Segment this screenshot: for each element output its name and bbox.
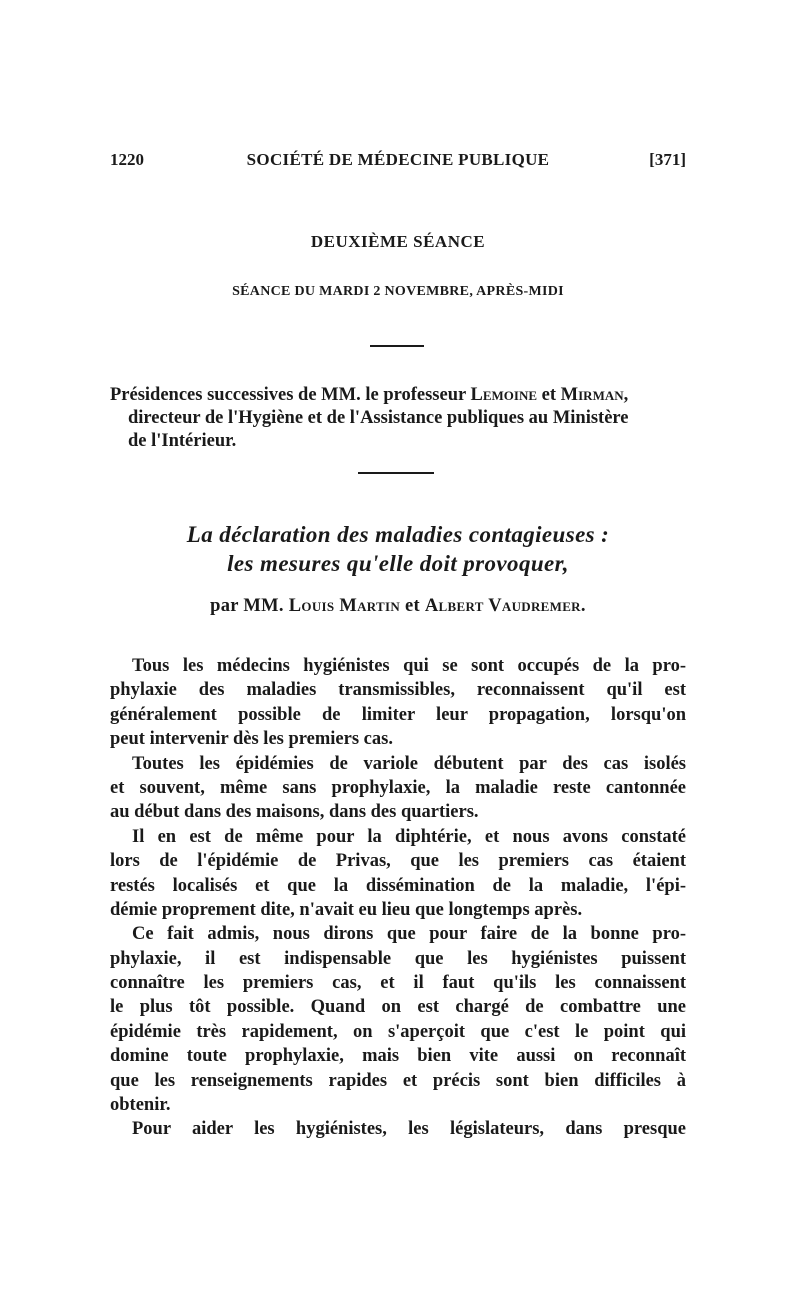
person-name: Mirman (560, 385, 624, 405)
body-line: Tous les médecins hygiénistes qui se sont occupés de la pro- (132, 656, 686, 676)
body-line: peut intervenir dès les premiers cas. (110, 729, 393, 750)
session-date: SÉANCE DU MARDI 2 NOVEMBRE, APRÈS-MIDI (232, 284, 564, 299)
body-line: domine toute prophylaxie, mais bien vite aussi on reconnaît (110, 1046, 686, 1067)
body-line: généralement possible de limiter leur propagation, lorsqu'on (110, 704, 686, 725)
page-reference: [371] (649, 150, 686, 169)
body-line: phylaxie, il est indispensable que les hygiénistes puissent (110, 948, 686, 969)
article-title-line: les mesures qu'elle doit provoquer, (227, 551, 569, 576)
body-line: Toutes les épidémies de variole débutent par des cas isolés (132, 753, 686, 774)
presidence-line: de l'Intérieur. (128, 431, 237, 451)
body-line: phylaxie des maladies transmissibles, reconnaissent qu'il est (110, 680, 686, 701)
body-line: Pour aider les hygiénistes, les législateurs, dans presque (132, 1119, 686, 1140)
presidence-line: Présidences successives de MM. le professeur Lemoine et Mirman, (110, 385, 629, 405)
author-name: Albert Vaudremer (424, 596, 581, 616)
body-line: que les renseignements rapides et précis sont bien difficiles à (110, 1070, 686, 1091)
body-line: lors de l'épidémie de Privas, que les premiers cas étaient (110, 851, 686, 872)
article-authors: par MM. Louis Martin et Albert Vaudremer. (210, 596, 586, 616)
session-title: DEUXIÈME SÉANCE (310, 232, 486, 251)
presidence-paragraph (110, 384, 686, 453)
page-number: 1220 (110, 150, 144, 169)
body-line: le plus tôt possible. Quand on est chargé de combattre une (110, 997, 686, 1018)
author-name: Louis Martin (288, 596, 401, 616)
separator-rule (358, 472, 434, 474)
article-title-line: La déclaration des maladies contagieuses : (186, 522, 610, 547)
body-line: obtenir. (110, 1095, 171, 1116)
body-line: au début dans des maisons, dans des quartiers. (110, 802, 479, 823)
article-body (110, 654, 686, 1142)
body-line: Ce fait admis, nous dirons que pour faire de la bonne pro- (132, 924, 686, 945)
running-header (110, 150, 686, 174)
body-line: connaître les premiers cas, et il faut qu'ils les connaissent (110, 973, 686, 994)
presidence-line: directeur de l'Hygiène et de l'Assistance publiques au Ministère (128, 408, 629, 428)
person-name: Lemoine (470, 385, 538, 405)
article-title (110, 520, 686, 578)
body-line: Il en est de même pour la diphtérie, et nous avons constaté (132, 826, 686, 847)
body-line: démie proprement dite, n'avait eu lieu que longtemps après. (110, 899, 583, 920)
body-line: épidémie très rapidement, on s'aperçoit que c'est le point qui (110, 1021, 686, 1042)
separator-rule (370, 345, 424, 347)
body-line: et souvent, même sans prophylaxie, la maladie reste cantonnée (110, 777, 686, 798)
body-line: restés localisés et que la dissémination de la maladie, l'épi- (110, 875, 686, 896)
journal-title: SOCIÉTÉ DE MÉDECINE PUBLIQUE (246, 150, 550, 169)
